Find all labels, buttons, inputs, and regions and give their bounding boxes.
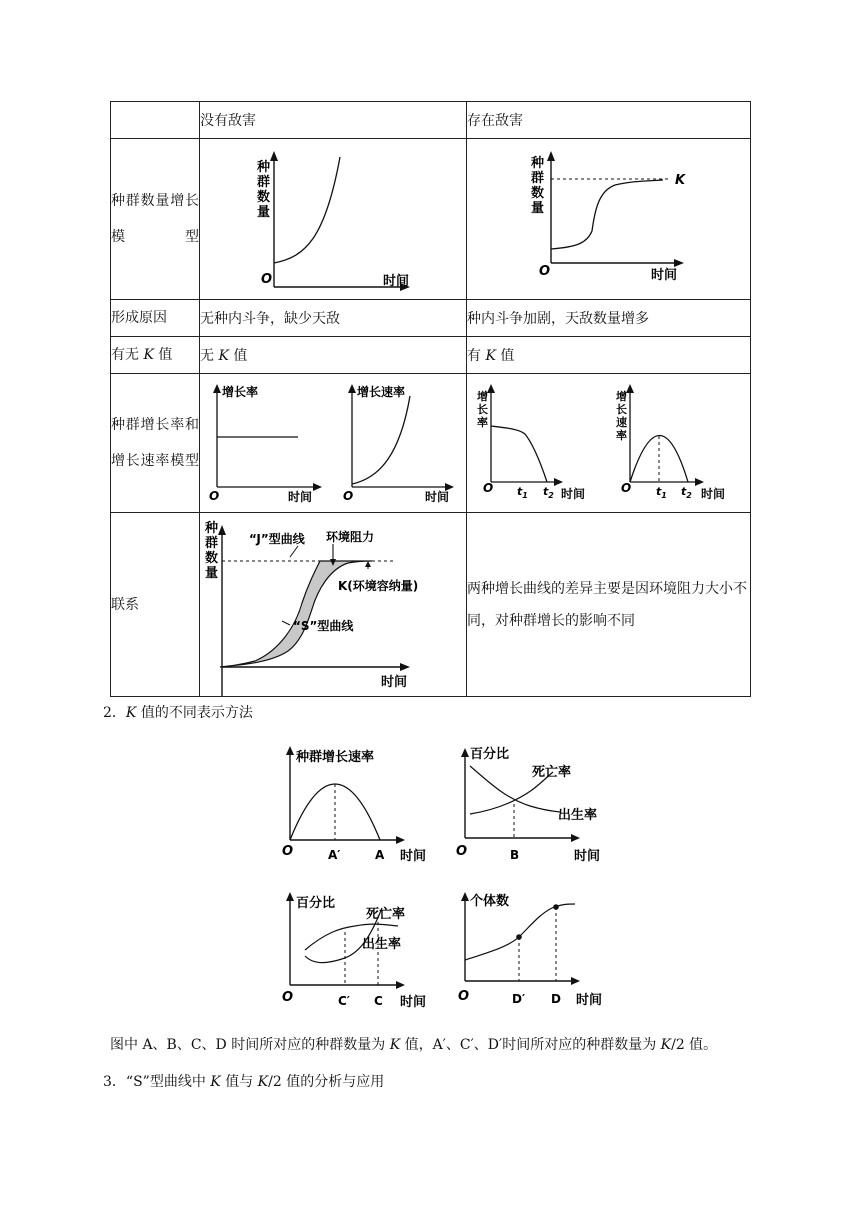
table-row-cause <box>111 300 751 337</box>
header-with-enemy: 存在敌害 <box>467 102 751 139</box>
growth-speed-char-3: 速 <box>616 416 627 429</box>
env-resist-label: 环境阻力 <box>326 530 375 544</box>
y-label-char-3: 数 <box>531 186 545 201</box>
y-label-char-3: 数 <box>257 190 271 205</box>
y-label-char-1: 种 <box>531 156 545 171</box>
origin-label: O <box>343 489 354 503</box>
j-curve-graph <box>200 139 466 299</box>
growth-speed-char-2: 长 <box>616 403 627 416</box>
label-d2: D′ <box>512 992 526 1006</box>
origin-label: O <box>261 272 273 287</box>
j-rate-graphs <box>200 374 466 512</box>
growth-rate-char-2: 长 <box>477 403 488 416</box>
relation-graph <box>200 513 466 696</box>
time-label: 时间 <box>651 268 678 283</box>
y-label-char-3: 数 <box>205 551 219 566</box>
row-label-model: 种群数量增长模型 <box>111 139 200 300</box>
t2-label: $t_2$ <box>681 485 692 500</box>
label-a2: A′ <box>328 848 341 862</box>
growth-speed-char-1: 增 <box>616 390 627 403</box>
k-value-figures <box>270 738 620 1013</box>
row-label-cause: 形成原因 <box>111 300 200 337</box>
death-label: 死亡率 <box>532 765 572 780</box>
t1-label: $t_1$ <box>517 485 528 500</box>
fig-percent-b <box>456 746 600 864</box>
fig-percent-c <box>282 892 426 1010</box>
speed-title: 种群增长速率 <box>296 750 375 765</box>
birth-label: 出生率 <box>362 937 402 952</box>
individuals-label: 个体数 <box>470 894 510 909</box>
table-row-model <box>111 139 751 300</box>
death-label: 死亡率 <box>366 907 406 922</box>
time-label: 时间 <box>288 490 313 504</box>
section-3-heading: 3．“S”型曲线中 K 值与 K/2 值的分析与应用 <box>103 1074 385 1090</box>
table-row-rate <box>111 374 751 513</box>
s-curve-label: “S”型曲线 <box>293 619 354 633</box>
s-rate-cell <box>467 374 751 513</box>
section-2-heading: 2．K 值的不同表示方法 <box>103 705 253 721</box>
table-row-kvalue <box>111 337 751 374</box>
time-label: 时间 <box>561 487 586 501</box>
origin-label: O <box>621 481 632 495</box>
j-curve-label: “J”型曲线 <box>249 532 305 546</box>
relation-text: 两种增长曲线的差异主要是因环境阻力大小不同，对种群增长的影响不同 <box>467 513 751 697</box>
fig-individuals-d <box>458 892 602 1008</box>
row-label-rate: 种群增长率和增长速率模型 <box>111 374 200 513</box>
time-label: 时间 <box>576 993 603 1008</box>
birth-label: 出生率 <box>558 808 598 823</box>
corner-cell <box>111 102 200 139</box>
y-label-char-2: 群 <box>257 175 271 190</box>
s-rate-graphs <box>467 374 750 512</box>
percent-label: 百分比 <box>470 747 510 762</box>
header-no-enemy: 没有敌害 <box>200 102 467 139</box>
s-curve-graph <box>467 139 750 299</box>
y-label-char-4: 量 <box>257 205 271 220</box>
label-c2: C′ <box>338 994 350 1008</box>
label-d: D <box>551 992 561 1006</box>
growth-rate-char-3: 率 <box>477 416 488 429</box>
time-label: 时间 <box>400 849 427 864</box>
kvalue-no-enemy: 无 K 值 <box>200 337 467 374</box>
origin-label: O <box>282 990 294 1005</box>
growth-speed-label: 增长速率 <box>357 385 406 399</box>
k-label: K <box>675 173 686 188</box>
row-label-kvalue: 有无 K 值 <box>111 337 200 374</box>
kvalue-with-enemy: 有 K 值 <box>467 337 751 374</box>
y-label-char-2: 群 <box>205 536 219 551</box>
t1-label: $t_1$ <box>656 485 667 500</box>
label-a: A <box>375 848 385 862</box>
t2-label: $t_2$ <box>543 485 554 500</box>
label-c: C <box>374 994 383 1008</box>
percent-label: 百分比 <box>296 896 336 911</box>
time-label: 时间 <box>381 675 408 690</box>
y-label-char-1: 种 <box>257 160 271 175</box>
origin-label: O <box>456 844 468 859</box>
y-label-char-4: 量 <box>205 566 219 581</box>
time-label: 时间 <box>383 274 410 289</box>
y-label-char-4: 量 <box>531 201 545 216</box>
y-label-char-2: 群 <box>531 171 545 186</box>
y-label-char-1: 种 <box>205 521 219 536</box>
time-label: 时间 <box>400 995 427 1010</box>
time-label: 时间 <box>425 490 450 504</box>
growth-rate-label: 增长率 <box>222 385 259 399</box>
origin-label: O <box>282 844 294 859</box>
cause-with-enemy: 种内斗争加剧，天敌数量增多 <box>467 300 751 337</box>
k-value-note: 图中 A、B、C、D 时间所对应的种群数量为 K 值，A′、C′、D′时间所对应的种群数量为 K/2 值。 <box>110 1037 718 1053</box>
label-b: B <box>510 848 520 862</box>
relation-graph-cell <box>200 513 467 697</box>
j-rate-cell <box>200 374 467 513</box>
growth-speed-char-4: 率 <box>616 429 627 442</box>
cause-no-enemy: 无种内斗争，缺少天敌 <box>200 300 467 337</box>
origin-label: O <box>483 481 494 495</box>
comparison-table <box>110 101 751 697</box>
j-curve-cell <box>200 139 467 300</box>
time-label: 时间 <box>701 487 726 501</box>
growth-rate-char-1: 增 <box>477 390 488 403</box>
table-row-header <box>111 102 751 139</box>
fig-growth-speed <box>282 746 426 864</box>
origin-label: O <box>209 489 220 503</box>
time-label: 时间 <box>574 849 601 864</box>
table-row-relation <box>111 513 751 697</box>
origin-label: O <box>539 264 551 279</box>
origin-label: O <box>458 989 470 1004</box>
row-label-relation: 联系 <box>111 513 200 697</box>
s-curve-cell <box>467 139 751 300</box>
k-capacity-label: K(环境容纳量) <box>338 579 419 593</box>
